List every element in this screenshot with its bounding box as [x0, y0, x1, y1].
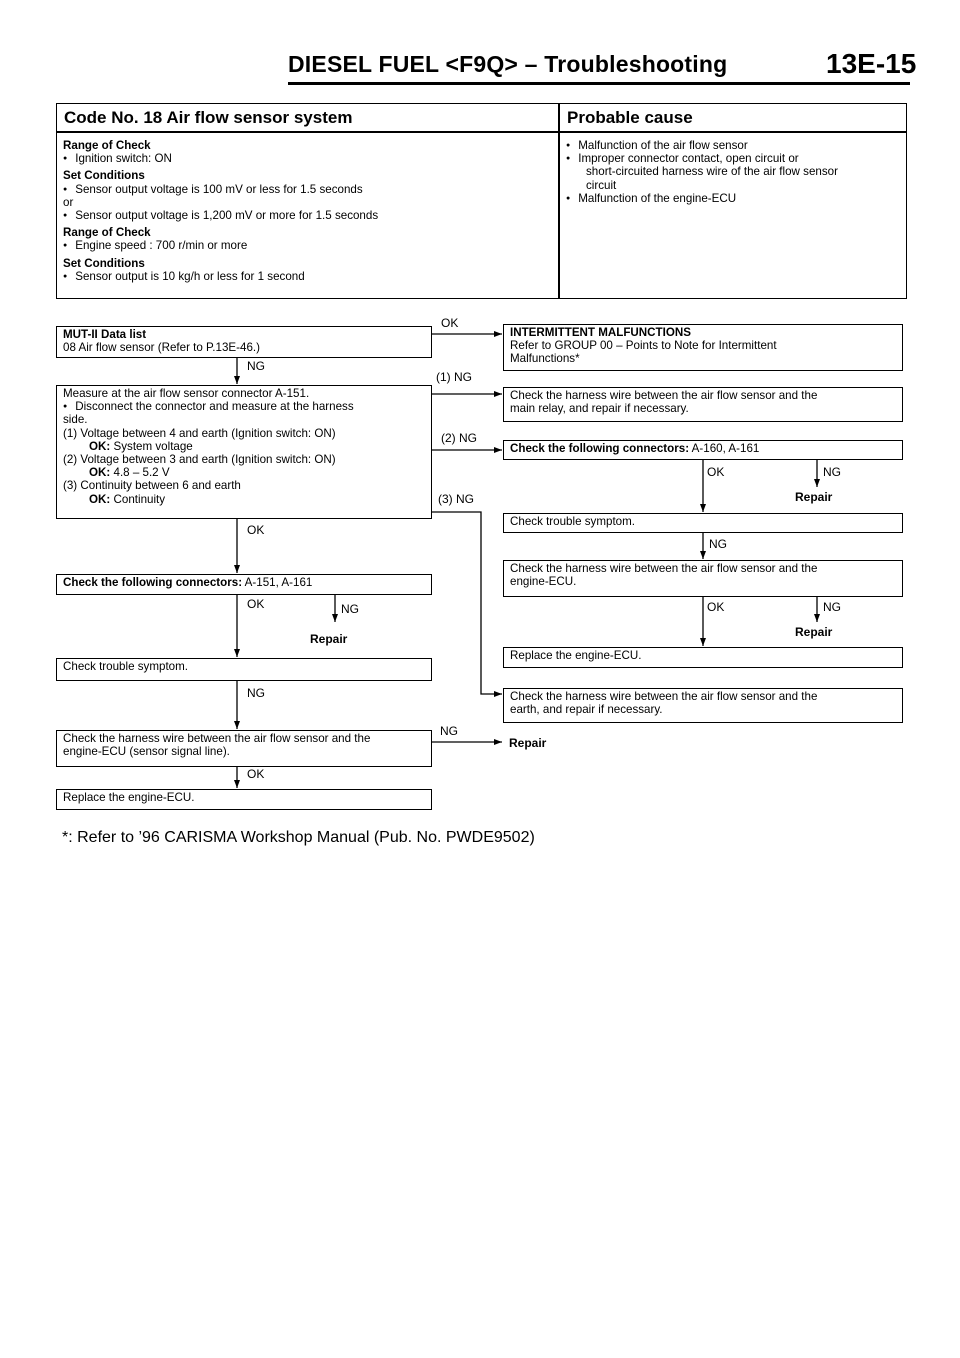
repair-label: Repair — [795, 625, 833, 639]
check-trouble-symptom-text: Check trouble symptom. — [63, 660, 189, 673]
measure-instruction: ● Disconnect the connector and measure at the harness — [63, 400, 425, 413]
replace-ecu-left-box — [56, 789, 432, 810]
harness-ecu-text: Check the harness wire between the air flow sensor and the — [510, 562, 818, 575]
check-trouble-symptom-right-box — [503, 513, 903, 533]
cause-item-cont: short-circuited harness wire of the air flow sensor — [586, 165, 838, 179]
cause-item: ● Malfunction of the air flow sensor — [566, 139, 838, 152]
ng-label: NG — [440, 724, 458, 738]
ok-label: OK — [707, 600, 725, 614]
check-connectors-left-box — [56, 574, 432, 595]
harness-main-relay-box — [503, 387, 903, 422]
harness-earth-text: earth, and repair if necessary. — [510, 703, 663, 717]
ng3-label: (3) NG — [438, 492, 474, 506]
harness-ecu-right-box — [503, 560, 903, 597]
check-connectors-right-box — [503, 440, 903, 460]
ng-label: NG — [247, 686, 265, 700]
harness-main-relay-text: Check the harness wire between the air flow sensor and the — [510, 389, 818, 402]
cause-item: ● Malfunction of the engine-ECU — [566, 192, 838, 205]
intermittent-title: INTERMITTENT MALFUNCTIONS — [510, 326, 691, 339]
check-connectors-value: A-151, A-161 — [244, 576, 313, 589]
mut-data-list-box — [56, 326, 432, 358]
repair-label: Repair — [509, 736, 547, 750]
set-condition-item: ● Sensor output voltage is 100 mV or less for 1.5 seconds — [63, 183, 378, 196]
ok-label: OK — [247, 597, 265, 611]
ok-label: OK: — [89, 492, 111, 506]
range-of-check-heading: Range of Check — [63, 226, 151, 240]
mut-data-list-title: MUT-II Data list — [63, 328, 147, 341]
range-of-check-heading: Range of Check — [63, 139, 151, 152]
ok-label: OK — [247, 523, 265, 537]
range-of-check-item: ● Engine speed : 700 r/min or more — [63, 239, 378, 252]
ng-label: NG — [247, 359, 265, 373]
intermittent-text: Malfunctions* — [510, 352, 580, 366]
measure-step: (3) Continuity between 6 and earth — [63, 479, 241, 493]
repair-label: Repair — [795, 490, 833, 504]
measure-ok — [63, 466, 425, 479]
range-of-check-item: ● Ignition switch: ON — [63, 152, 378, 165]
code-heading: Code No. 18 Air flow sensor system — [64, 108, 353, 127]
measure-step: (2) Voltage between 3 and earth (Ignition switch: ON) — [63, 453, 336, 467]
intermittent-malfunctions-box — [503, 324, 903, 371]
set-condition-or: or — [63, 195, 74, 209]
cause-item: ● Improper connector contact, open circuit or — [566, 152, 838, 165]
ok-label: OK — [247, 767, 265, 781]
check-connectors-label: Check the following connectors: — [510, 442, 690, 455]
ng-label: NG — [823, 465, 841, 479]
page-number: 13E-15 — [826, 48, 917, 79]
measure-instruction: Measure at the air flow sensor connector A-151. — [63, 387, 310, 400]
ok-label: OK: — [89, 439, 111, 453]
ng2-label: (2) NG — [441, 431, 477, 445]
set-conditions-heading: Set Conditions — [63, 169, 145, 183]
harness-signal-line-box — [56, 730, 432, 767]
replace-ecu-text: Replace the engine-ECU. — [63, 791, 195, 804]
set-condition-item: ● Sensor output voltage is 1,200 mV or more for 1.5 seconds — [63, 209, 378, 222]
ok-value: 4.8 – 5.2 V — [113, 466, 170, 480]
ng-label: NG — [341, 602, 359, 616]
replace-ecu-right-box — [503, 647, 903, 668]
cause-item-cont: circuit — [586, 178, 617, 192]
harness-signal-text: Check the harness wire between the air flow sensor and the — [63, 732, 371, 745]
set-condition-item: ● Sensor output is 10 kg/h or less for 1 second — [63, 270, 378, 283]
ng-label: NG — [823, 600, 841, 614]
repair-label: Repair — [310, 632, 348, 646]
probable-cause-heading: Probable cause — [567, 108, 693, 127]
check-trouble-symptom-text: Check trouble symptom. — [510, 515, 636, 528]
set-conditions-heading: Set Conditions — [63, 256, 145, 270]
measure-ok — [63, 440, 425, 453]
harness-main-relay-text: main relay, and repair if necessary. — [510, 402, 689, 416]
ok-label: OK: — [89, 466, 111, 480]
measure-ok — [63, 493, 425, 506]
page-title: DIESEL FUEL <F9Q> – Troubleshooting — [288, 51, 728, 77]
harness-ecu-text: engine-ECU. — [510, 575, 577, 589]
harness-earth-text: Check the harness wire between the air flow sensor and the — [510, 690, 818, 703]
check-connectors-value: A-160, A-161 — [691, 442, 760, 455]
ok-value: System voltage — [113, 439, 193, 453]
ok-value: Continuity — [113, 492, 166, 506]
check-connectors-label: Check the following connectors: — [63, 576, 243, 589]
footnote: *: Refer to ’96 CARISMA Workshop Manual (Pub. No. PWDE9502) — [62, 829, 535, 846]
harness-signal-text: engine-ECU (sensor signal line). — [63, 745, 230, 759]
ng-label: NG — [709, 537, 727, 551]
intermittent-text: Refer to GROUP 00 – Points to Note for Intermittent — [510, 339, 777, 353]
mut-data-list-text: 08 Air flow sensor (Refer to P.13E-46.) — [63, 341, 260, 355]
ok-label: OK — [441, 316, 459, 330]
measure-step: (1) Voltage between 4 and earth (Ignition switch: ON) — [63, 426, 336, 440]
check-trouble-symptom-left-box — [56, 658, 432, 681]
measure-connector-box — [56, 385, 432, 519]
measure-instruction: side. — [63, 413, 88, 427]
harness-earth-box — [503, 688, 903, 723]
ng1-label: (1) NG — [436, 370, 472, 384]
replace-ecu-text: Replace the engine-ECU. — [510, 649, 642, 662]
ok-label: OK — [707, 465, 725, 479]
